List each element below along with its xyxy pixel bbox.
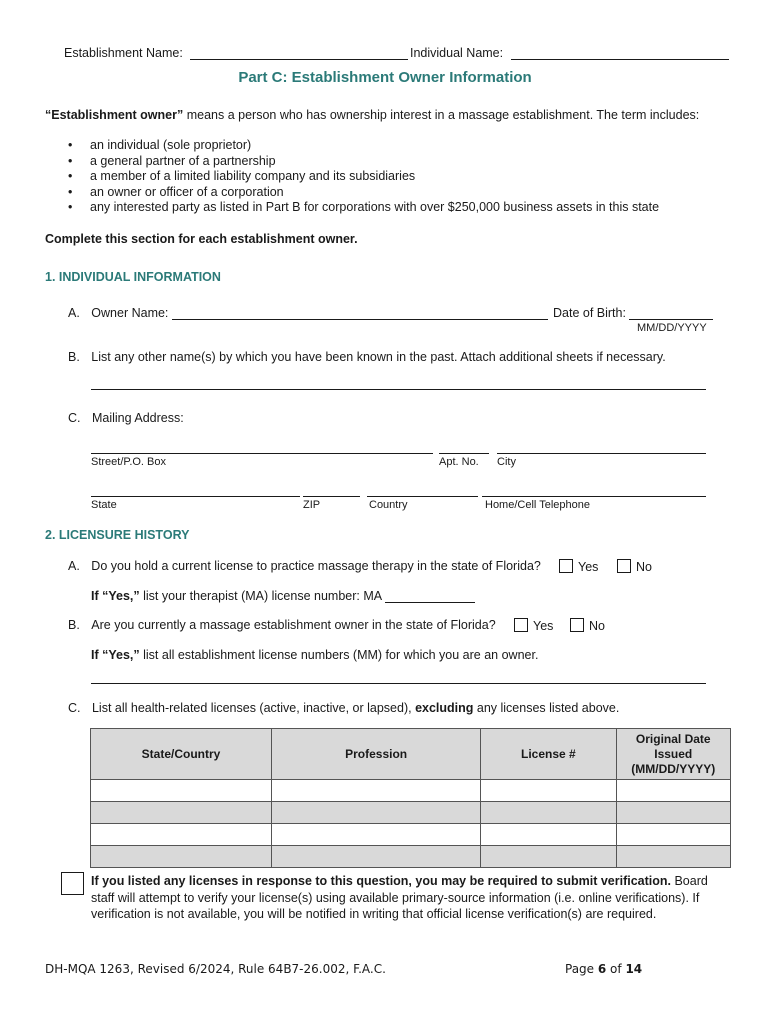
question-b-row xyxy=(68,618,496,632)
establishment-name-input[interactable] xyxy=(190,46,408,60)
table-cell[interactable] xyxy=(272,802,481,824)
ma-license-text: list your therapist (MA) license number: MA xyxy=(139,589,382,603)
page-prefix: Page xyxy=(565,962,598,976)
individual-name-field xyxy=(410,46,729,60)
licenses-table xyxy=(90,728,731,868)
table-cell[interactable] xyxy=(481,846,616,868)
owner-name-label: Owner Name: xyxy=(91,306,169,320)
verification-text: verification is not available, you will be notified in writing that official license verification(s) are required. xyxy=(91,907,657,921)
table-cell[interactable] xyxy=(91,780,272,802)
phone-input[interactable] xyxy=(482,496,706,497)
mailing-address-label: Mailing Address: xyxy=(91,411,184,425)
table-cell[interactable] xyxy=(272,780,481,802)
verification-text: staff will attempt to verify your license(s) using available primary-source information (i.e. online verifications). If xyxy=(91,890,700,905)
mm-license-row xyxy=(91,648,538,662)
other-names-input[interactable] xyxy=(91,389,706,390)
table-cell[interactable] xyxy=(481,802,616,824)
no-checkbox[interactable] xyxy=(617,559,631,573)
list-item: • a general partner of a partnership xyxy=(68,153,276,168)
no-label: No xyxy=(636,560,652,574)
item-letter: A. xyxy=(68,559,80,573)
page-number xyxy=(565,962,642,976)
city-input[interactable] xyxy=(497,453,706,454)
street-label: Street/P.O. Box xyxy=(91,456,167,468)
other-names-text: List any other name(s) by which you have been known in the past. Attach additional sheets if necessary. xyxy=(91,350,666,364)
table-cell[interactable] xyxy=(616,780,731,802)
column-header: Original Date Issued (MM/DD/YYYY) xyxy=(616,729,731,780)
state-input[interactable] xyxy=(91,496,300,497)
table-row xyxy=(91,846,731,868)
other-names-row xyxy=(68,350,666,364)
city-label: City xyxy=(497,456,516,468)
column-header: License # xyxy=(481,729,616,780)
establishment-name-field xyxy=(64,46,408,60)
verification-checkbox[interactable] xyxy=(61,872,84,895)
item-letter: B. xyxy=(68,350,80,364)
page-title: Part C: Establishment Owner Information xyxy=(238,69,532,86)
yes-checkbox[interactable] xyxy=(559,559,573,573)
question-c-text-end: any licenses listed above. xyxy=(473,701,620,715)
mm-license-text: list all establishment license numbers (MM) for which you are an owner. xyxy=(139,648,539,662)
dob-label: Date of Birth: xyxy=(553,306,626,320)
no-checkbox[interactable] xyxy=(570,618,584,632)
form-id: DH-MQA 1263, Revised 6/2024, Rule 64B7-26.002, F.A.C. xyxy=(45,962,386,976)
list-item: • a member of a limited liability company and its subsidiaries xyxy=(68,169,416,184)
table-cell[interactable] xyxy=(91,802,272,824)
table-cell[interactable] xyxy=(91,824,272,846)
table-row xyxy=(91,802,731,824)
ma-license-input[interactable] xyxy=(385,589,475,603)
column-header: Profession xyxy=(272,729,481,780)
question-b-no[interactable] xyxy=(570,618,605,633)
page-total: 14 xyxy=(625,962,643,976)
list-item: • an owner or officer of a corporation xyxy=(68,184,284,199)
zip-input[interactable] xyxy=(303,496,360,497)
table-cell[interactable] xyxy=(616,802,731,824)
table-row xyxy=(91,824,731,846)
country-input[interactable] xyxy=(367,496,478,497)
if-yes-label: If “Yes,” xyxy=(91,648,140,662)
owner-name-input[interactable] xyxy=(172,306,548,320)
table-header-row xyxy=(91,729,731,780)
question-a-no[interactable] xyxy=(617,559,652,574)
yes-label: Yes xyxy=(578,560,599,574)
question-b-yes[interactable] xyxy=(514,618,553,633)
question-a-row xyxy=(68,559,541,573)
street-input[interactable] xyxy=(91,453,433,454)
page-current: 6 xyxy=(597,962,607,976)
table-cell[interactable] xyxy=(91,846,272,868)
verification-text: Board xyxy=(671,874,708,888)
apt-input[interactable] xyxy=(439,453,489,454)
question-c-row xyxy=(68,701,619,715)
verification-notice xyxy=(91,873,708,923)
table-cell[interactable] xyxy=(272,824,481,846)
dob-field xyxy=(553,306,713,320)
apt-label: Apt. No. xyxy=(439,456,479,468)
individual-name-label: Individual Name: xyxy=(410,46,504,60)
state-label: State xyxy=(91,499,117,511)
dob-format: MM/DD/YYYY xyxy=(637,322,707,334)
individual-name-input[interactable] xyxy=(511,46,729,60)
list-item: • an individual (sole proprietor) xyxy=(68,138,252,152)
if-yes-label: If “Yes,” xyxy=(91,589,140,603)
yes-checkbox[interactable] xyxy=(514,618,528,632)
mm-license-input[interactable] xyxy=(91,683,706,684)
section-2-heading: 2. LICENSURE HISTORY xyxy=(45,528,190,542)
definition-text: means a person who has ownership interest in a massage establishment. The term includes: xyxy=(183,108,700,122)
table-cell[interactable] xyxy=(481,780,616,802)
list-item: • any interested party as listed in Part B for corporations with over $250,000 business assets in this state xyxy=(68,200,660,215)
table-cell[interactable] xyxy=(481,824,616,846)
column-header: State/Country xyxy=(91,729,272,780)
zip-label: ZIP xyxy=(303,499,321,511)
table-row xyxy=(91,780,731,802)
item-letter: A. xyxy=(68,306,80,320)
question-b-text: Are you currently a massage establishment owner in the state of Florida? xyxy=(91,618,496,632)
item-letter: B. xyxy=(68,618,80,632)
ma-license-row xyxy=(91,589,475,603)
no-label: No xyxy=(589,619,605,633)
definition-term: “Establishment owner” xyxy=(45,108,184,122)
item-letter: C. xyxy=(68,411,81,425)
verification-bold-text: If you listed any licenses in response to this question, you may be required to submit verification. xyxy=(91,874,671,888)
dob-input[interactable] xyxy=(629,306,713,320)
definition-paragraph xyxy=(45,108,699,122)
owner-type-list xyxy=(68,138,659,216)
question-a-text: Do you hold a current license to practice massage therapy in the state of Florida? xyxy=(91,559,541,573)
yes-label: Yes xyxy=(533,619,554,633)
instruction-text: Complete this section for each establishment owner. xyxy=(45,232,358,246)
question-c-text: List all health-related licenses (active, inactive, or lapsed), xyxy=(91,701,416,715)
table-cell[interactable] xyxy=(616,824,731,846)
question-c-emphasis: excluding xyxy=(415,701,474,715)
mailing-address-row xyxy=(68,411,184,425)
phone-label: Home/Cell Telephone xyxy=(485,499,590,511)
table-cell[interactable] xyxy=(616,846,731,868)
item-letter: C. xyxy=(68,701,81,715)
owner-name-row xyxy=(68,306,548,320)
question-a-yes[interactable] xyxy=(559,559,598,574)
establishment-name-label: Establishment Name: xyxy=(64,46,183,60)
section-1-heading: 1. INDIVIDUAL INFORMATION xyxy=(45,270,221,284)
country-label: Country xyxy=(369,499,408,511)
page-of: of xyxy=(606,962,626,976)
table-cell[interactable] xyxy=(272,846,481,868)
